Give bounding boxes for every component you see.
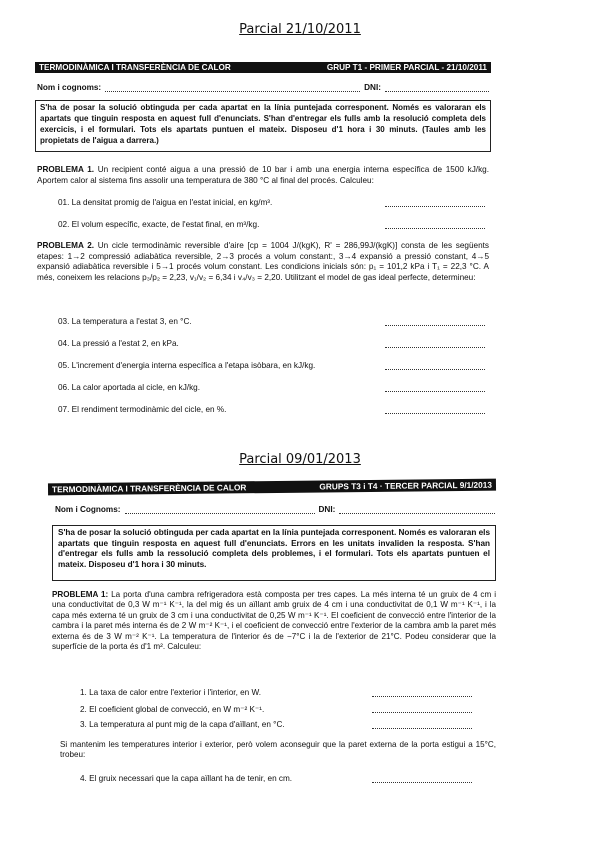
section-title-2013: Parcial 09/01/2013 (239, 452, 361, 467)
question-4: 4. El gruix necessari que la capa aïllant ha de tenir, en cm. (80, 774, 293, 783)
question-03: 03. La temperatura a l'estat 3, en °C. (58, 317, 192, 326)
problem2-label: PROBLEMA 2. (37, 241, 95, 250)
question-2: 2. El coeficient global de convecció, en W m⁻² K⁻¹. (80, 705, 265, 714)
dni-label: DNI: (318, 505, 336, 514)
problem1-label: PROBLEMA 1: (52, 590, 109, 599)
course-title: TERMODINÀMICA I TRANSFERÈNCIA DE CALOR (51, 482, 247, 495)
question-06: 06. La calor aportada al cicle, en kJ/kg. (58, 383, 200, 392)
problem1-label: PROBLEMA 1. (37, 165, 95, 174)
course-title: TERMODINÀMICA I TRANSFERÈNCIA DE CALOR (39, 63, 231, 72)
dni-label: DNI: (364, 83, 381, 92)
question-01: 01. La densitat promig de l'aigua en l'estat inicial, en kg/m³. (58, 198, 273, 207)
name-field[interactable] (105, 83, 360, 92)
problem1-body: La porta d'una cambra refrigeradora està composta per tres capes. La més interna té un gruix de 4 cm i una conductivitat de 0,3 W m⁻¹ K⁻¹, la del mig és un aïllant amb gruix de 4 cm i una conductivitat de 0,1 W m⁻¹ K⁻¹, i la capa més externa té un gruix de 3 cm i una conductivitat de 0,25 W m⁻¹ K⁻¹. El coeficient de convecció entre l'interior de la cambra i la paret més interna és de 2 W m⁻² K⁻¹, i el coeficient de convecció entre l'exterior de la cambra amb la paret més externa és de 3 W m⁻² K⁻¹. La temperatura de l'interior és de −7°C i la de l'exterior de 21°C. Podeu considerar que la superfície de la porta és d'1 m². Calculeu: (52, 590, 497, 652)
name-field[interactable] (125, 505, 315, 514)
question-02: 02. El volum específic, exacte, de l'estat final, en m³/kg. (58, 220, 260, 229)
dni-field[interactable] (385, 83, 489, 92)
problem1-body: Un recipient conté aigua a una pressió de 10 bar i amb una energia interna específica de 1500 kJ/kg. Aportem calor al sistema fins assolir una temperatura de 380 °C al final del procés. Calculeu: (37, 165, 489, 185)
name-row-2011 (37, 83, 489, 92)
problem2-body: Un cicle termodinàmic reversible d'aire [cp = 1004 J/(kgK), R' = 286,99J/(kgK)] consta de les següents etapes: 1→2 compressió adiabàtica reversible, 2→3 procés a volum constant:, 3→4 expansió a pressió constant, 4→5 expansió adiabàtica reversible i 5→1 procés volum constant. Les condicions inicials són: p₁ = 101,2 kPa i T₁ = 22,3 °C. A més, coneixem les relacions p₃/p₂ = 2,23, v₁/v₂ = 6,34 i v₄/v₃ = 2,20. Utilitzant el model de gas ideal perfecte, determineu: (37, 241, 489, 282)
group-info: GRUP T1 - PRIMER PARCIAL - 21/10/2011 (326, 63, 487, 72)
instructions-box-2013: S'ha de posar la solució obtinguda per cada apartat en la línia puntejada corresponent. Només es valoraran els apartats que tinguin resposta en aquest full d'enunciats. Errors en les unitats invaliden la resposta. S'han d'entregar els fulls amb la ressolució completa dels problemes, i el formulari. Tots els apartats puntuen el mateix. Disposeu d'1 hora i 30 minuts. (52, 525, 496, 581)
problem1-text-2011 (37, 165, 489, 186)
problem1-text-2013 (52, 590, 496, 652)
dni-field[interactable] (339, 505, 495, 514)
name-row-2013 (55, 505, 495, 514)
question-04: 04. La pressió a l'estat 2, en kPa. (58, 339, 179, 348)
question-3: 3. La temperatura al punt mig de la capa d'aïllant, en °C. (80, 720, 285, 729)
exam-header-bar-2013 (48, 479, 496, 496)
exam-header-bar-2011 (35, 62, 491, 73)
followup-text-2013: Si mantenim les temperatures interior i exterior, però volem aconseguir que la paret externa de la porta estigui a 15°C, trobeu: (60, 740, 496, 760)
instructions-box-2011: S'ha de posar la solució obtinguda per cada apartat en la línia puntejada corresponent. Només es valoraran els apartats que tinguin resposta en aquest full d'enunciats. S'han d'entregar els fulls amb la resolució completa dels exercicis, i el formulari. Tots els apartats puntuen el mateix. Disposeu d'1 hora i 30 minuts. (Taules amb les propietats de l'aigua a darrera.) (35, 100, 491, 152)
name-label: Nom i Cognoms: (55, 505, 121, 514)
group-info: GRUPS T3 i T4 · TERCER PARCIAL 9/1/2013 (319, 479, 493, 492)
problem2-text-2011 (37, 241, 489, 283)
question-1: 1. La taxa de calor entre l'exterior i l'interior, en W. (80, 688, 262, 697)
name-label: Nom i cognoms: (37, 83, 102, 92)
section-title-2011: Parcial 21/10/2011 (239, 22, 361, 37)
question-05: 05. L'increment d'energia interna específica a l'etapa isòbara, en kJ/kg. (58, 361, 316, 370)
question-07: 07. El rendiment termodinàmic del cicle, en %. (58, 405, 227, 414)
